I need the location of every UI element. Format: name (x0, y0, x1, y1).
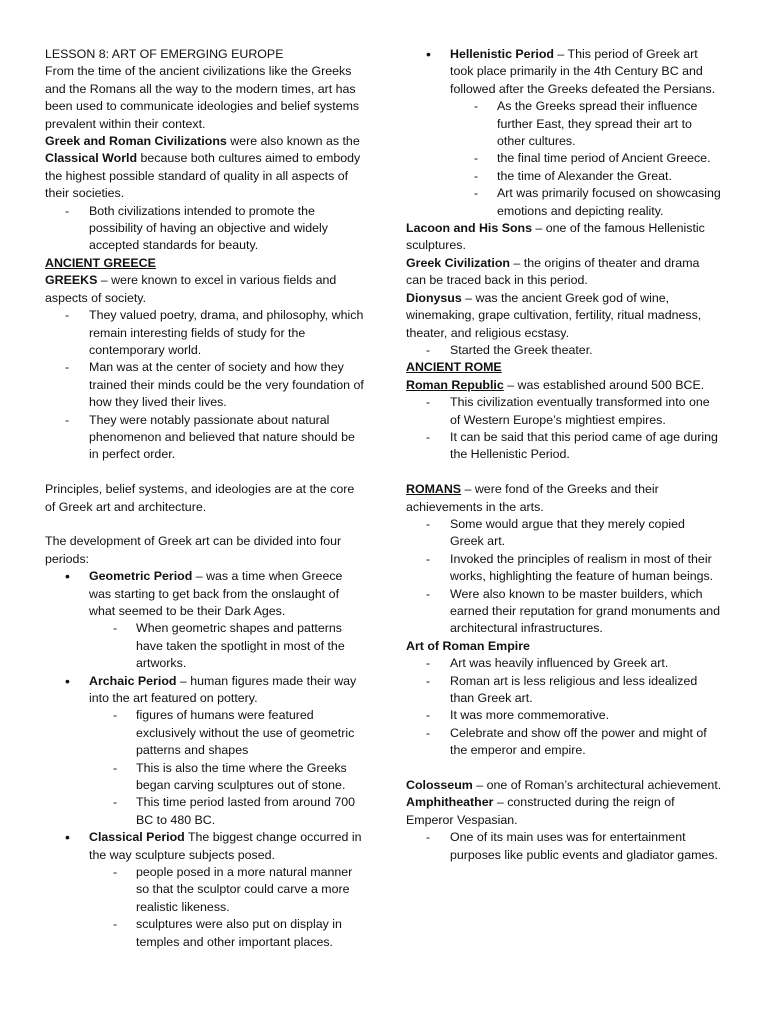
sub-dash-item: - people posed in a more natural manner so that the sculptor could carve a more realistic likeness. (45, 864, 365, 916)
greek-civilization-paragraph (406, 255, 722, 290)
amphitheater-paragraph (406, 794, 722, 829)
term-archaic: Archaic Period (89, 673, 177, 688)
roman-republic-paragraph (406, 377, 722, 394)
dash-item: - Celebrate and show off the power and might of the emperor and empire. (406, 725, 722, 760)
sub-dash-item: - When geometric shapes and patterns have taken the spotlight in most of the artworks. (45, 620, 365, 672)
dash-item: - One of its main uses was for entertainment purposes like public events and gladiator games. (406, 829, 722, 864)
greeks-paragraph (45, 272, 365, 307)
term-roman-empire: Art of Roman Empire (406, 638, 530, 653)
term-dionysus: Dionysus (406, 290, 462, 305)
right-column (406, 46, 722, 864)
text-span: – constructed during the reign of Emperor Vespasian. (406, 795, 675, 827)
text-span: – was a time when Greece was starting to get back from the onslaught of what seemed to be their Dark Ages. (89, 569, 343, 618)
roman-empire-heading (406, 638, 722, 655)
text-span: – one of Roman’s architectural achievement. (472, 778, 722, 793)
sub-dash-item: - the time of Alexander the Great. (406, 168, 722, 185)
spacer (406, 464, 722, 481)
text-span: – were known to excel in various fields and aspects of society. (45, 273, 337, 305)
romans-paragraph (406, 481, 722, 516)
dash-item: - Both civilizations intended to promote the possibility of having an objective and widely accepted standards for beauty. (45, 203, 365, 255)
bullet-archaic (45, 673, 365, 708)
text-span: – one of the famous Hellenistic sculptures. (406, 221, 705, 253)
principles-paragraph: Principles, belief systems, and ideologies are at the core of Greek art and architecture. (45, 482, 355, 514)
term-colosseum: Colosseum (406, 778, 473, 793)
text-span: – the origins of theater and drama can be traced back in this period. (406, 255, 700, 288)
sub-dash-item: - This time period lasted from around 700 BC to 480 BC. (45, 794, 365, 829)
term-greek-roman: Greek and Roman Civilizations (45, 134, 227, 149)
colosseum-paragraph (406, 777, 722, 794)
dash-item: - Man was at the center of society and how they trained their minds could be the very foundation of how they lived their lives. (45, 359, 365, 411)
spacer (45, 516, 365, 533)
term-hellenistic: Hellenistic Period (450, 47, 554, 61)
dash-item: - Roman art is less religious and less idealized than Greek art. (406, 673, 722, 708)
text-span: – was established around 500 BCE. (503, 377, 705, 392)
dash-item: - This civilization eventually transformed into one of Western Europe’s mightiest empires. (406, 394, 722, 429)
dionysus-paragraph (406, 290, 722, 342)
term-romans: ROMANS (406, 482, 462, 497)
sub-dash-item: - figures of humans were featured exclusively without the use of geometric patterns and shapes (45, 707, 365, 759)
dash-item: - It was more commemorative. (406, 707, 722, 724)
spacer (406, 760, 722, 777)
sub-dash-item: - Art was primarily focused on showcasing emotions and depicting reality. (406, 185, 722, 220)
dash-item: - Invoked the principles of realism in most of their works, highlighting the feature of human beings. (406, 551, 722, 586)
heading-ancient-greece (45, 255, 365, 272)
development-paragraph: The development of Greek art can be divided into four periods: (45, 534, 342, 566)
dash-item: - Art was heavily influenced by Greek art. (406, 655, 722, 672)
left-column (45, 46, 365, 951)
sub-dash-item: - This is also the time where the Greeks began carving sculptures out of stone. (45, 760, 365, 795)
heading-text: ANCIENT ROME (406, 360, 502, 375)
lesson-title: LESSON 8: ART OF EMERGING EUROPE (45, 47, 284, 61)
spacer (45, 464, 365, 481)
text-span: – human figures made their way into the art featured on pottery. (89, 673, 357, 705)
text-span: – This period of Greek art took place primarily in the 4th Century BC and followed after the Greeks defeated the Persians. (450, 47, 716, 96)
dash-item: - It can be said that this period came of age during the Hellenistic Period. (406, 429, 722, 464)
term-geometric: Geometric Period (89, 569, 193, 584)
heading-text: ANCIENT GREECE (45, 255, 156, 270)
heading-ancient-rome (406, 359, 722, 376)
text-span: – was the ancient Greek god of wine, winemaking, grape cultivation, fertility, ritual madness, theater, and religious ecstasy. (406, 290, 702, 340)
term-lacoon: Lacoon and His Sons (406, 221, 532, 236)
bullet-hellenistic (406, 46, 722, 98)
dash-item: - Started the Greek theater. (406, 342, 722, 359)
term-greek-civilization: Greek Civilization (406, 255, 510, 270)
bullet-geometric (45, 568, 365, 620)
classical-world-paragraph (45, 133, 365, 203)
term-greeks: GREEKS (45, 273, 98, 288)
sub-dash-item: - the final time period of Ancient Greece. (406, 150, 722, 167)
lacoon-paragraph (406, 220, 722, 255)
term-classical-world: Classical World (45, 151, 138, 166)
text-span: because both cultures aimed to embody the highest possible standard of quality in all aspects of their societies. (45, 151, 361, 201)
term-amphitheater: Amphitheather (406, 795, 494, 810)
sub-dash-item: - As the Greeks spread their influence further East, they spread their art to other cultures. (406, 98, 722, 150)
term-classical-period: Classical Period (89, 830, 185, 845)
text-span: – were fond of the Greeks and their achievements in the arts. (406, 482, 659, 514)
dash-item: - Were also known to be master builders, which earned their reputation for grand monuments and architectural infrastructures. (406, 586, 722, 638)
dash-item: - They were notably passionate about natural phenomenon and believed that nature should be in perfect order. (45, 412, 365, 464)
text-span: were also known as the (226, 134, 360, 149)
dash-item: - Some would argue that they merely copied Greek art. (406, 516, 722, 551)
bullet-classical (45, 829, 365, 864)
text-span: The biggest change occurred in the way sculpture subjects posed. (89, 830, 362, 862)
term-roman-republic: Roman Republic (406, 377, 504, 392)
dash-item: - They valued poetry, drama, and philosophy, which remain interesting fields of study for the contemporary world. (45, 307, 365, 359)
intro-paragraph: From the time of the ancient civilizations like the Greeks and the Romans all the way to the modern times, art has been used to communicate ideologies and belief systems prevalent within their context. (45, 64, 360, 131)
sub-dash-item: - sculptures were also put on display in temples and other important places. (45, 916, 365, 951)
